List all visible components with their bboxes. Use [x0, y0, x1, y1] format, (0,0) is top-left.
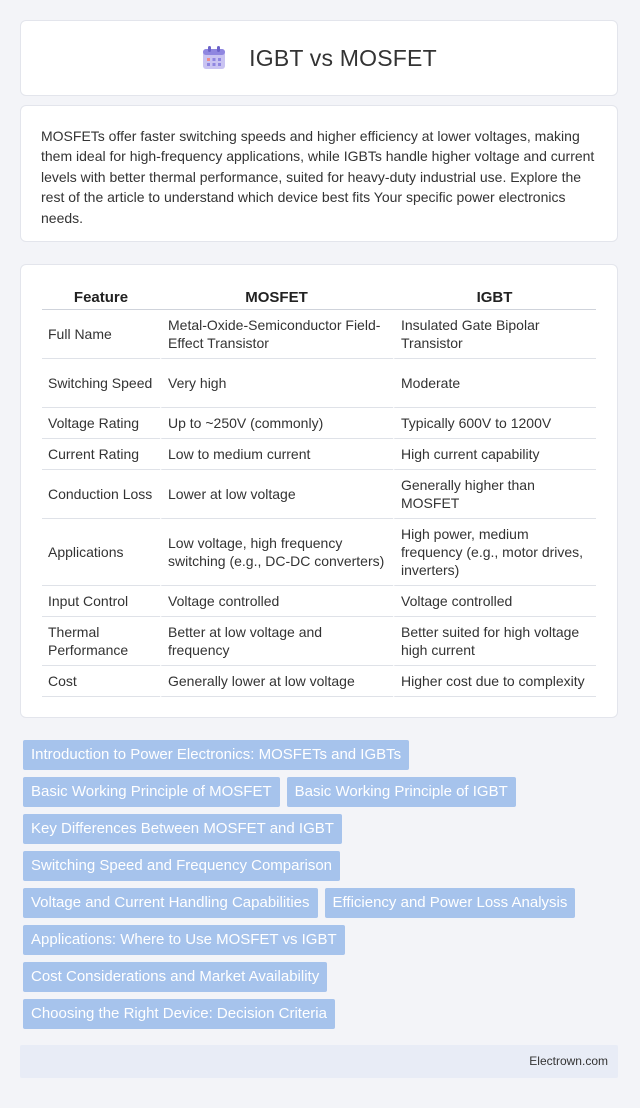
calendar-icon: [201, 45, 227, 71]
comparison-table: [42, 283, 596, 697]
feature-cell: Cost: [42, 666, 160, 697]
igbt-cell: Typically 600V to 1200V: [393, 408, 596, 439]
mosfet-cell: Very high: [160, 359, 393, 408]
topic-link-voltage-current[interactable]: Voltage and Current Handling Capabilities: [23, 888, 318, 918]
table-row: [42, 408, 596, 439]
table-row: [42, 359, 596, 408]
mosfet-cell: Lower at low voltage: [160, 470, 393, 519]
link-row: [23, 740, 617, 770]
link-row: [23, 962, 617, 992]
page-title: IGBT vs MOSFET: [249, 44, 437, 71]
topic-links: [23, 740, 617, 1036]
column-header-mosfet: MOSFET: [160, 283, 393, 310]
feature-cell: Current Rating: [42, 439, 160, 470]
mosfet-cell: Low to medium current: [160, 439, 393, 470]
mosfet-cell: Metal-Oxide-Semiconductor Field-Effect Transistor: [160, 310, 393, 359]
footer-site-name[interactable]: Electrown.com: [529, 1054, 608, 1068]
mosfet-cell: Generally lower at low voltage: [160, 666, 393, 697]
link-row: [23, 851, 617, 881]
igbt-cell: Generally higher than MOSFET: [393, 470, 596, 519]
column-header-feature: Feature: [42, 283, 160, 310]
table-header-row: [42, 283, 596, 310]
link-row: [23, 925, 617, 955]
column-header-igbt: IGBT: [393, 283, 596, 310]
igbt-cell: Voltage controlled: [393, 586, 596, 617]
table-row: [42, 519, 596, 586]
igbt-cell: Moderate: [393, 359, 596, 408]
table-row: [42, 586, 596, 617]
topic-link-cost[interactable]: Cost Considerations and Market Availability: [23, 962, 327, 992]
igbt-cell: High current capability: [393, 439, 596, 470]
table-row: [42, 666, 596, 697]
igbt-cell: Better suited for high voltage high current: [393, 617, 596, 666]
table-row: [42, 470, 596, 519]
link-row: [23, 999, 617, 1029]
topic-link-efficiency[interactable]: Efficiency and Power Loss Analysis: [325, 888, 576, 918]
feature-cell: Input Control: [42, 586, 160, 617]
mosfet-cell: Better at low voltage and frequency: [160, 617, 393, 666]
feature-cell: Full Name: [42, 310, 160, 359]
feature-cell: Applications: [42, 519, 160, 586]
topic-link-switching-speed[interactable]: Switching Speed and Frequency Comparison: [23, 851, 340, 881]
igbt-cell: Insulated Gate Bipolar Transistor: [393, 310, 596, 359]
igbt-cell: Higher cost due to complexity: [393, 666, 596, 697]
topic-link-applications[interactable]: Applications: Where to Use MOSFET vs IGBT: [23, 925, 345, 955]
comparison-table-card: [20, 264, 618, 718]
intro-card: [20, 105, 618, 242]
feature-cell: Conduction Loss: [42, 470, 160, 519]
topic-link-introduction[interactable]: Introduction to Power Electronics: MOSFETs and IGBTs: [23, 740, 409, 770]
table-row: [42, 439, 596, 470]
feature-cell: Switching Speed: [42, 359, 160, 408]
feature-cell: Voltage Rating: [42, 408, 160, 439]
topic-link-key-differences[interactable]: Key Differences Between MOSFET and IGBT: [23, 814, 342, 844]
table-row: [42, 310, 596, 359]
link-row: [23, 814, 617, 844]
intro-text: MOSFETs offer faster switching speeds and higher efficiency at lower voltages, making them ideal for high-frequency applications, while IGBTs handle higher voltage and current levels with better thermal performance, suited for heavy-duty industrial use. Explore the rest of the article to understand which device best fits Your specific power electronics needs.: [41, 128, 595, 226]
mosfet-cell: Up to ~250V (commonly): [160, 408, 393, 439]
footer: [20, 1045, 618, 1078]
link-row: [23, 777, 617, 807]
table-row: [42, 617, 596, 666]
mosfet-cell: Voltage controlled: [160, 586, 393, 617]
feature-cell: Thermal Performance: [42, 617, 160, 666]
link-row: [23, 888, 617, 918]
topic-link-choosing[interactable]: Choosing the Right Device: Decision Criteria: [23, 999, 335, 1029]
mosfet-cell: Low voltage, high frequency switching (e.g., DC-DC converters): [160, 519, 393, 586]
header-card: [20, 20, 618, 96]
topic-link-mosfet-principle[interactable]: Basic Working Principle of MOSFET: [23, 777, 280, 807]
igbt-cell: High power, medium frequency (e.g., motor drives, inverters): [393, 519, 596, 586]
topic-link-igbt-principle[interactable]: Basic Working Principle of IGBT: [287, 777, 516, 807]
